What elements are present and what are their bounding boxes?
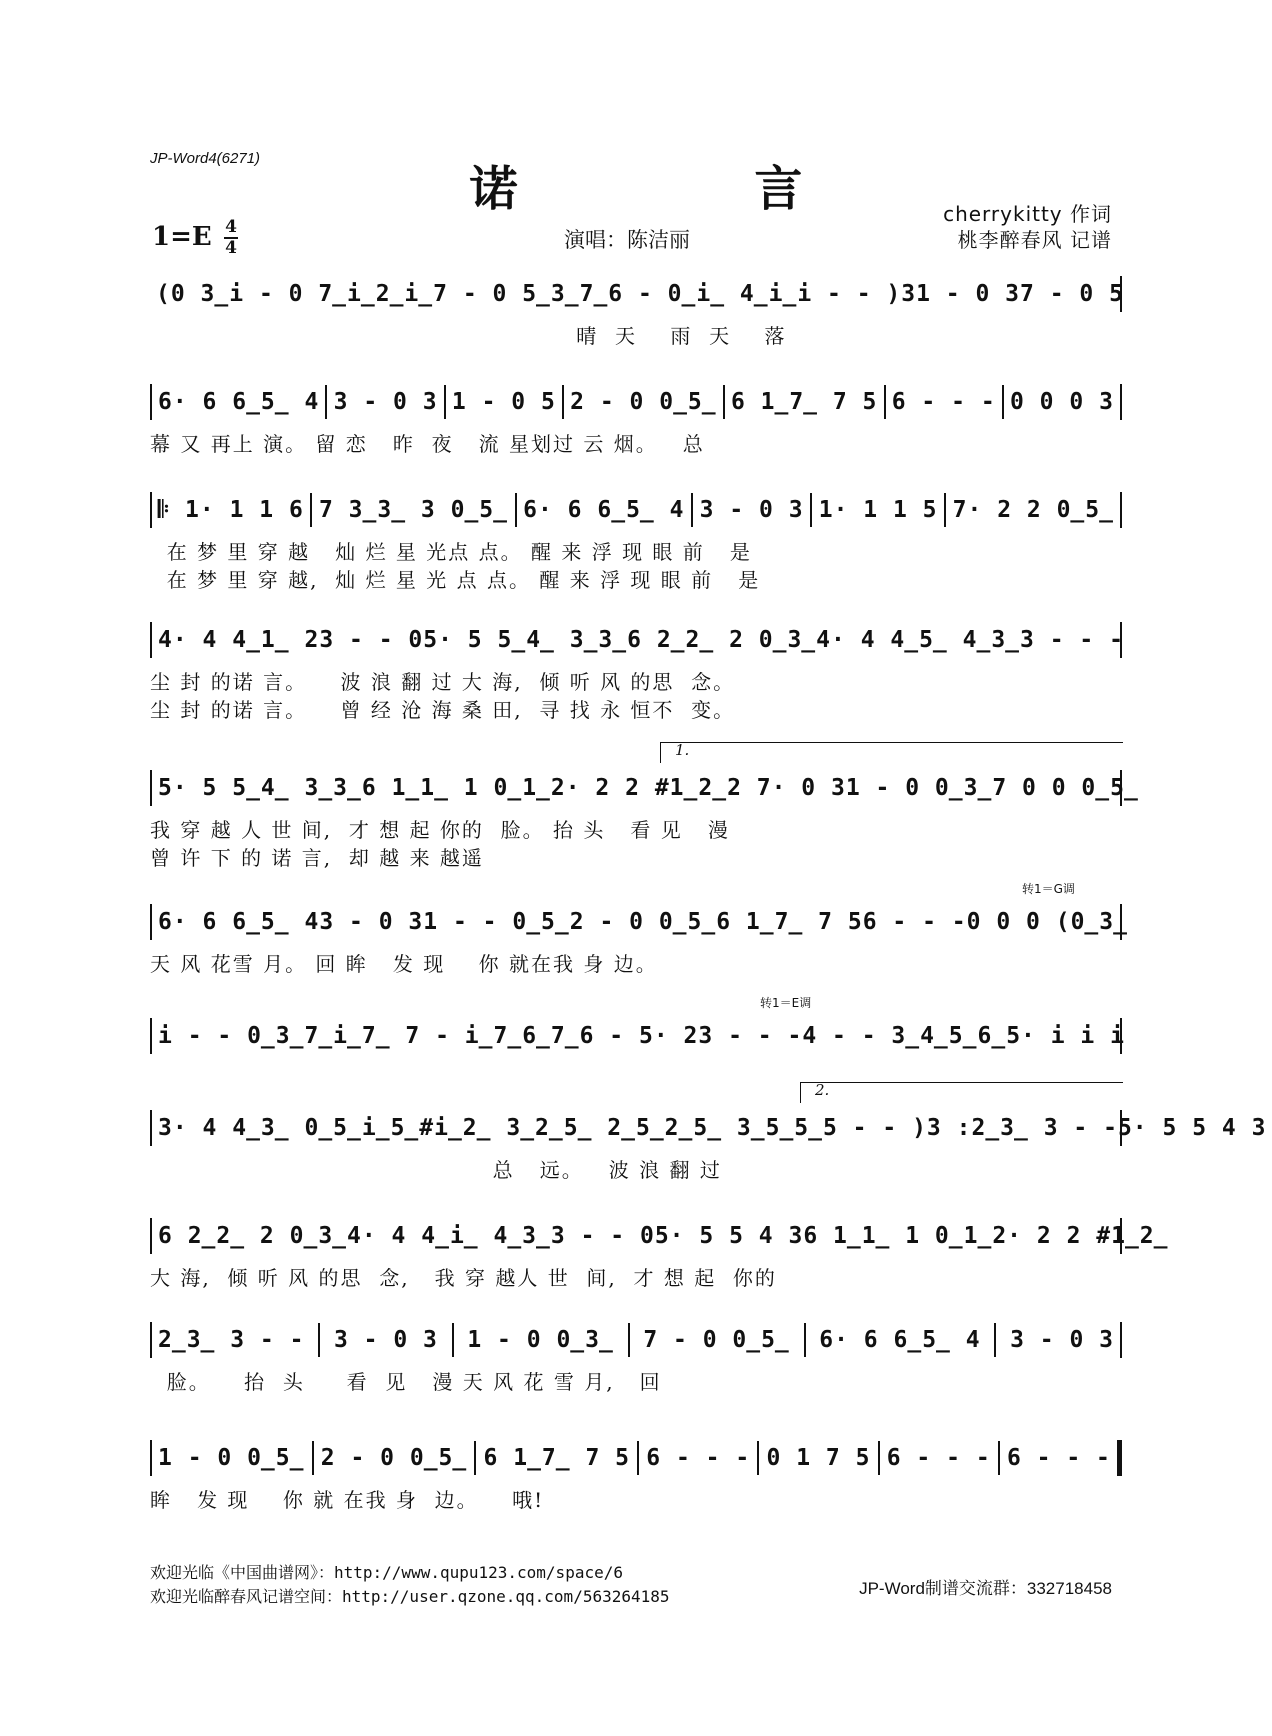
measure: 6 - 0̲i̲ 4̲i̲ [608,281,798,307]
time-numerator: 4 [225,217,237,237]
measure: 0 0 0 (0̲3̲ [966,909,1128,935]
measure: 5· 5 5̲4̲ 3̲3̲ [423,627,628,653]
measure: 2 - 0 0̲5̲ [320,1445,468,1471]
barline [312,1441,314,1475]
measure: 4· 4 4̲i̲ 4̲3̲ [347,1223,551,1249]
measure: 6 - - - [1006,1445,1111,1471]
notation-line [150,384,1122,420]
measure: 1 - 0 3 [916,281,1021,307]
notation-line [150,276,1122,312]
volta-number: 2. [815,1081,830,1099]
measure: 6· 6 6̲5̲ 4 [819,1327,981,1353]
footer-group-info: JP-Word制谱交流群：332718458 [859,1579,1112,1598]
time-denominator: 4 [225,238,237,258]
barline [628,1323,630,1357]
notation-line [150,1322,1122,1358]
measure: 6 1̲7̲ 7 5 [716,909,863,935]
measure: 4· 4 4̲1̲ 2 [158,627,320,653]
measure: 3 - 0 3 [333,1327,438,1353]
lyric-verse-1: 脸。 抬 头 看 见 漫 天 风 花 雪 月, 回 [150,1370,662,1394]
barline [1002,385,1004,419]
barline [637,1441,639,1475]
measure: 7 3̲3̲ 3 0̲5̲ [318,497,508,523]
barline [452,1323,454,1357]
measure: 6 - - - [646,1445,751,1471]
measure: 5· i i i [1006,1023,1125,1049]
barline [944,493,946,527]
notation-line [150,1440,1122,1476]
lyric-verse-1: 总 远。 波 浪 翻 过 [150,1158,722,1182]
lyric-verse-1: 在 梦 里 穿 越 灿 烂 星 光点 点。 醒 来 浮 现 眼 前 是 [150,540,752,564]
measure: 3 - 0 3 [699,497,804,523]
measure: 1 - 0 0̲3̲ [845,775,993,801]
measure: 6 1̲1̲ 1 0̲1̲ [361,775,551,801]
measure: 7̲i̲7̲ 7 - i̲7̲6̲7̲ [304,1023,580,1049]
barline [810,493,812,527]
measure: 6 1̲7̲ 7 5 [483,1445,631,1471]
measure: 1 - 0 5 [451,389,556,415]
lyric-verse-1: 天 风 花雪 月。 回 眸 发 现 你 就在我 身 边。 [150,952,658,976]
measure: 0 1 7 5 [766,1445,871,1471]
volta-bracket [660,742,1123,763]
footer-qzone-line: 欢迎光临醉春风记谱空间：http://user.qzone.qq.com/563264185 [150,1587,670,1606]
barline [318,1323,320,1357]
measure: 1 - 0 0̲5̲ [158,1445,305,1471]
measure: 3 - 0 3 [333,389,438,415]
measure: 6· 6 6̲5̲ 4 [158,909,320,935]
measure: i - 0 7̲i̲2̲i̲ [229,281,434,307]
measure: 6· 6 6̲5̲ 4 [158,389,320,415]
modulation-note: 转1＝G调 [1022,882,1075,896]
barline [804,1323,806,1357]
measure: 3 - - - [1020,627,1124,653]
barline [562,385,564,419]
footer-website-line: 欢迎光临《中国曲谱网》：http://www.qupu123.com/space/6 [150,1563,623,1582]
measure: 6 - 5· 2 [579,1023,699,1049]
barline [884,385,886,419]
measure: 6 2̲2̲ 2 0̲3̲ [627,627,817,653]
barline [444,385,446,419]
measure: 2 - 0 0̲5̲ [569,909,717,935]
measure: 3 - - - [698,1023,803,1049]
measure: 1· 1 1 5 [818,497,938,523]
measure: i̲5̲#i̲2̲ 3̲2̲5̲ 2̲5̲2̲5̲ 3̲5̲5̲ [361,1115,823,1141]
measure: 𝄆 1· 1 1 6 [158,497,304,523]
measure: 3 - 0 3 [319,909,424,935]
measure: 3 - - 0 [550,1223,655,1249]
measure: 1 - 0 0̲3̲ [467,1327,614,1353]
lyric-verse-1: 大 海, 倾 听 风 的思 念, 我 穿 越人 世 间, 才 想 起 你的 [150,1266,777,1290]
measure: 2 7· 0 3 [727,775,846,801]
measure: 6 1̲7̲ 7 5 [730,389,878,415]
measure: 6 - - - [891,389,996,415]
measure: 6 1̲1̲ 1 0̲1̲ [803,1223,993,1249]
measure: 6 - - - [862,909,967,935]
measure: 3· 4 4̲3̲ 0̲5̲ [158,1115,362,1141]
measure: 6 - - - [886,1445,991,1471]
measure: 3 - - 0 [319,627,424,653]
measure: i - - )3 [797,281,917,307]
lyric-verse-1: 我 穿 越 人 世 间, 才 想 起 你的 脸。 抬 头 看 见 漫 [150,818,730,842]
measure: 5· 5 5 4 3 [654,1223,804,1249]
measure: 2· 2 2 #1̲2̲ [550,775,728,801]
lyric-verse-1: 幕 又 再上 演。 留 恋 昨 夜 流 星划过 云 烟。 总 [150,432,705,456]
time-signature [224,219,238,257]
measure: 7 - 0 5̲3̲7̲ [433,281,609,307]
barline [994,1323,996,1357]
measure: 2· 2 2 #1̲2̲ [992,1223,1169,1249]
barline [325,385,327,419]
lyricist-credit: cherrykitty 作词 [943,202,1112,226]
measure: 7 - 0 5 [1020,281,1124,307]
measure: 5· 5 5̲4̲ 3̲3̲ [158,775,362,801]
measure: 3 - 0 3 [1010,1327,1114,1353]
lyric-verse-2: 尘 封 的诺 言。 曾 经 沧 海 桑 田, 寻 找 永 恒不 变。 [150,698,736,722]
notation-line [150,1018,1125,1054]
barline [757,1441,759,1475]
measure: 7 0 0 0̲5̲ [992,775,1139,801]
song-title: 诺 言 [469,161,913,217]
measure: 1 - - 0̲5̲ [423,909,570,935]
measure: 2 - 0 0̲5̲ [570,389,717,415]
notation-line [150,492,1122,528]
notation-line [150,770,1139,806]
transcriber-credit: 桃李醉春风 记谱 [957,228,1112,252]
notation-line [150,1218,1169,1254]
singer-credit: 演唱：陈洁丽 [564,228,690,252]
barline [878,1441,880,1475]
barline [998,1441,1000,1475]
barline [474,1441,476,1475]
measure: 0 0 0 3 [1009,389,1114,415]
measure: 7· 2 2 0̲5̲ [952,497,1114,523]
measure: 5 - - )3 : [822,1115,972,1141]
lyric-verse-1: 眸 发 现 你 就 在我 身 边。 哦! [150,1488,545,1512]
notation-line [150,622,1122,658]
volta-number: 1. [675,741,690,759]
lyric-verse-2: 在 梦 里 穿 越, 灿 烂 星 光 点 点。 醒 来 浮 现 眼 前 是 [150,568,761,592]
notation-line [150,904,1128,940]
barline [515,493,517,527]
modulation-note: 转1＝E调 [760,996,812,1010]
volta-bracket [800,1082,1123,1103]
notation-line [150,1110,1267,1146]
measure: 6 2̲2̲ 2 0̲3̲ [158,1223,348,1249]
measure: 4· 4 4̲5̲ 4̲3̲ [816,627,1021,653]
lyric-verse-1: 尘 封 的诺 言。 波 浪 翻 过 大 海, 倾 听 风 的思 念。 [150,670,736,694]
measure: i - - 0̲3̲ [158,1023,305,1049]
lyric-verse-1: 晴 天 雨 天 落 [150,324,787,348]
barline [691,493,693,527]
lyric-verse-2: 曾 许 下 的 诺 言, 却 越 来 越遥 [150,846,484,870]
software-tag: JP-Word4(6271) [150,150,261,167]
measure: 6· 6 6̲5̲ 4 [523,497,685,523]
measure: 2̲3̲ 3 - - [158,1327,305,1353]
measure: 4 - - 3̲4̲5̲6̲ [802,1023,1007,1049]
key-signature: 1=E [152,222,212,252]
measure: 7 - 0 0̲5̲ [643,1327,790,1353]
barline [723,385,725,419]
barline [310,493,312,527]
measure: 5· 5 5 4 3 [1117,1115,1267,1141]
measure: 2̲3̲ 3 - - [971,1115,1118,1141]
measure: (0 3̲ [156,281,230,307]
